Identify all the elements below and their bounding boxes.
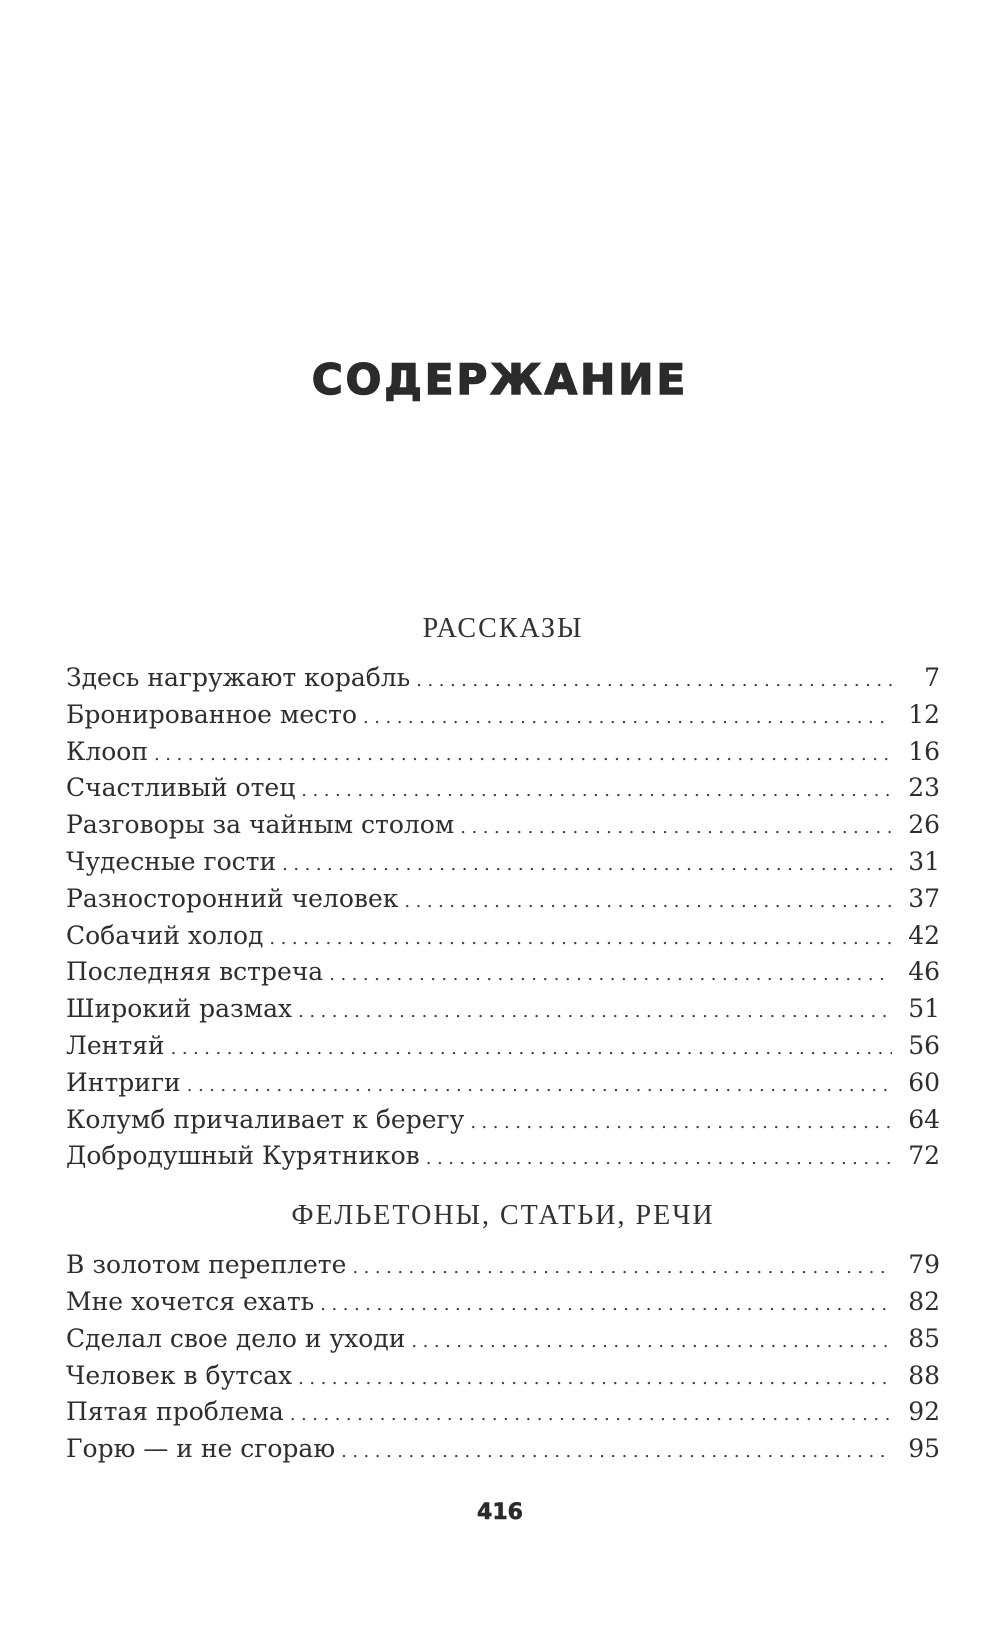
toc-entry-page: 7: [924, 663, 940, 692]
toc-entry[interactable]: [66, 1138, 940, 1175]
toc-entry-title: Пятая проблема: [66, 1397, 284, 1427]
toc-entry-page: 16: [908, 736, 940, 766]
dot-leader: [411, 1324, 892, 1361]
page-title: СОДЕРЖАНИЕ: [311, 355, 689, 404]
toc-entry-page: 26: [908, 810, 940, 840]
toc-entry-page: 12: [908, 699, 940, 729]
dot-leader: [269, 921, 892, 958]
toc-entry-title: Лентяй: [66, 1030, 165, 1060]
toc-entry-title: Собачий холод: [66, 920, 264, 950]
dot-leader: [352, 1250, 892, 1287]
toc-entry[interactable]: [66, 954, 940, 991]
toc-entry-page: 31: [908, 846, 940, 876]
toc-entry[interactable]: [66, 844, 940, 881]
toc-entry[interactable]: [66, 991, 940, 1028]
dot-leader: [187, 1068, 892, 1105]
dot-leader: [341, 1434, 892, 1471]
toc-entry[interactable]: [66, 770, 940, 807]
toc-entry-page: 82: [908, 1286, 940, 1316]
dot-leader: [298, 1361, 892, 1398]
toc-entry[interactable]: [66, 881, 940, 918]
toc-entry-page: 46: [908, 957, 940, 987]
toc-entry-title: Сделал свое дело и уходи: [66, 1323, 406, 1353]
dot-leader: [320, 1287, 892, 1324]
dot-leader: [154, 737, 892, 774]
toc-entry-title: Человек в бутсах: [66, 1360, 293, 1390]
toc-entry[interactable]: [66, 918, 940, 955]
toc-entry-title: Клооп: [66, 736, 148, 766]
dot-leader: [416, 663, 892, 700]
toc-entry[interactable]: [66, 1394, 940, 1431]
dot-leader: [404, 884, 892, 921]
dot-leader: [171, 1031, 892, 1068]
toc-entry-title: Разговоры за чайным столом: [66, 810, 455, 840]
toc-entry-page: 42: [908, 920, 940, 950]
toc-entry-page: 56: [908, 1030, 940, 1060]
table-of-contents: [66, 612, 940, 1468]
toc-entry[interactable]: [66, 660, 940, 697]
toc-entry[interactable]: [66, 697, 940, 734]
dot-leader: [426, 1141, 892, 1178]
toc-entry-page: 85: [908, 1323, 940, 1353]
toc-entry-title: Счастливый отец: [66, 773, 296, 803]
dot-leader: [363, 700, 892, 737]
toc-entry-page: 72: [908, 1141, 940, 1171]
toc-entry-page: 92: [908, 1397, 940, 1427]
section-heading: РАССКАЗЫ: [422, 613, 584, 644]
toc-entry[interactable]: [66, 807, 940, 844]
toc-entry-title: Горю — и не сгораю: [66, 1434, 336, 1464]
dot-leader: [290, 1397, 892, 1434]
dot-leader: [301, 773, 892, 810]
section-heading: ФЕЛЬЕТОНЫ, СТАТЬИ, РЕЧИ: [291, 1200, 715, 1232]
dot-leader: [298, 994, 892, 1031]
toc-entry-title: Колумб причаливает к берегу: [66, 1104, 465, 1134]
toc-entry[interactable]: [66, 1028, 940, 1065]
toc-entry-title: Чудесные гости: [66, 846, 277, 876]
dot-leader: [460, 810, 892, 847]
toc-entry-title: Здесь нагружают корабль: [66, 663, 411, 692]
toc-entry[interactable]: [66, 1102, 940, 1139]
toc-entry-title: Добродушный Курятников: [66, 1141, 420, 1171]
toc-entry[interactable]: [66, 1284, 940, 1321]
toc-entry-title: Бронированное место: [66, 699, 358, 729]
toc-section-feuilletons: [66, 1199, 940, 1468]
toc-entry-page: 37: [908, 883, 940, 913]
toc-entry-title: Разносторонний человек: [66, 883, 399, 913]
toc-entry-title: В золотом переплете: [66, 1250, 347, 1280]
toc-entry-page: 88: [908, 1360, 940, 1390]
toc-entry-title: Интриги: [66, 1067, 181, 1097]
toc-entry-page: 51: [908, 994, 940, 1024]
toc-entry-page: 23: [908, 773, 940, 803]
toc-entry-title: Широкий размах: [66, 994, 293, 1024]
dot-leader: [329, 957, 892, 994]
dot-leader: [282, 847, 892, 884]
toc-entry-page: 79: [908, 1250, 940, 1280]
toc-entry[interactable]: [66, 1358, 940, 1395]
page-number: 416: [477, 1500, 523, 1525]
toc-entry[interactable]: [66, 1065, 940, 1102]
toc-entry-title: Последняя встреча: [66, 957, 324, 987]
toc-entry[interactable]: [66, 1431, 940, 1468]
toc-entry[interactable]: [66, 1321, 940, 1358]
dot-leader: [470, 1105, 892, 1142]
toc-entry[interactable]: [66, 734, 940, 771]
toc-section-stories: [66, 612, 940, 1175]
toc-entry[interactable]: [66, 1247, 940, 1284]
toc-entry-page: 64: [908, 1104, 940, 1134]
toc-entry-title: Мне хочется ехать: [66, 1286, 315, 1316]
toc-entry-page: 60: [908, 1067, 940, 1097]
toc-entry-page: 95: [908, 1434, 940, 1464]
